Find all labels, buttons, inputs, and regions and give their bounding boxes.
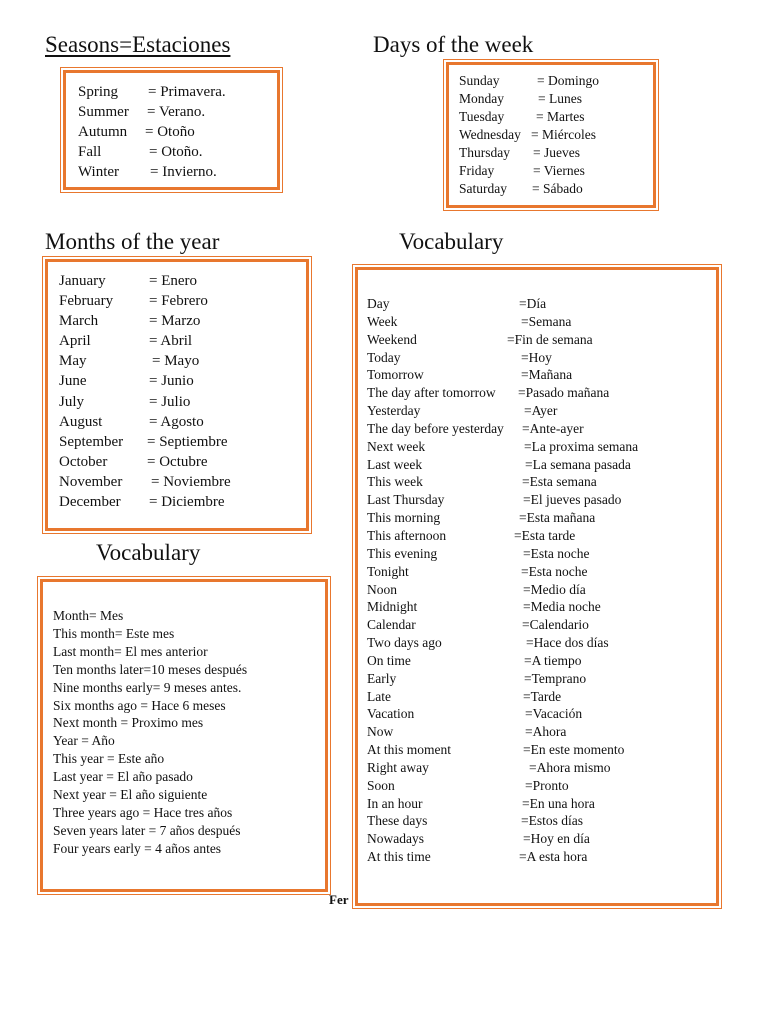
vocab-es: =Esta tarde xyxy=(514,527,576,543)
vocab-es: =Medio día xyxy=(523,581,586,597)
vocab-en: These days xyxy=(367,813,428,829)
vocab-es: =Esta semana xyxy=(522,474,597,490)
list-item: Three years ago = Hace tres años xyxy=(53,804,233,820)
list-item: Six months ago = Hace 6 meses xyxy=(53,697,226,713)
vocab-es: =Temprano xyxy=(524,670,587,686)
vocab-es: =Esta mañana xyxy=(519,510,596,526)
vocab-en: Late xyxy=(367,688,391,704)
vocab-en: The day before yesterday xyxy=(367,420,504,436)
vocab-es: =La proxima semana xyxy=(524,438,639,454)
day-en: Wednesday xyxy=(459,127,521,142)
month-es: = Diciembre xyxy=(149,494,225,511)
day-es: = Lunes xyxy=(538,91,582,106)
vocab-es: =Estos días xyxy=(521,813,583,829)
days-heading: Days of the week xyxy=(373,32,534,57)
month-en: September xyxy=(59,433,124,450)
months-box xyxy=(45,259,309,531)
months-heading: Months of the year xyxy=(45,229,220,254)
vocab-en: Next week xyxy=(367,438,426,454)
vocab-es: =A esta hora xyxy=(519,849,588,865)
vocab-es: =La semana pasada xyxy=(525,456,631,472)
list-item: Year = Año xyxy=(53,733,115,749)
season-es: = Invierno. xyxy=(150,164,217,180)
month-en: February xyxy=(59,293,114,310)
vocab-es: =Calendario xyxy=(522,617,589,633)
season-en: Autumn xyxy=(78,124,128,140)
list-item: This year = Este año xyxy=(53,751,165,767)
month-en: July xyxy=(59,393,85,410)
month-es: = Enero xyxy=(149,273,198,289)
vocab-en: Tonight xyxy=(367,563,409,579)
vocab-es: =Esta noche xyxy=(521,563,588,579)
vocab-en: Day xyxy=(367,296,390,311)
season-es: = Otoño. xyxy=(149,144,203,160)
vocab-en: Weekend xyxy=(367,331,417,347)
month-es: = Mayo xyxy=(152,353,200,370)
vocab-es: =Ahora xyxy=(525,724,567,740)
vocab-en: Soon xyxy=(367,777,395,793)
vocab-en: Early xyxy=(367,670,397,686)
day-en: Thursday xyxy=(459,145,510,160)
vocab-es: =Pasado mañana xyxy=(518,385,610,401)
month-en: April xyxy=(59,333,91,350)
vocab-es: =Mañana xyxy=(521,367,573,383)
vocab-es: =Hace dos días xyxy=(526,635,609,651)
season-es: = Verano. xyxy=(147,104,206,120)
month-en: June xyxy=(59,373,87,390)
month-en: January xyxy=(59,273,106,289)
list-item: Nine months early= 9 meses antes. xyxy=(53,679,242,695)
day-en: Tuesday xyxy=(459,109,505,124)
month-es: = Agosto xyxy=(149,413,204,430)
day-en: Friday xyxy=(459,163,495,178)
day-es: = Domingo xyxy=(537,73,599,88)
list-item: Last year = El año pasado xyxy=(53,769,193,785)
day-es: = Sábado xyxy=(532,181,583,196)
month-es: = Abril xyxy=(149,333,193,350)
season-en: Spring xyxy=(78,84,119,100)
season-es: = Primavera. xyxy=(148,84,226,100)
vocab-en: Yesterday xyxy=(367,403,421,419)
vocab-es: =A tiempo xyxy=(524,652,582,668)
vocab-es: =En este momento xyxy=(523,742,625,758)
vocab-en: Last Thursday xyxy=(367,492,445,508)
month-en: August xyxy=(59,413,103,430)
season-en: Summer xyxy=(78,104,129,120)
vocab-en: Today xyxy=(367,349,401,365)
vocabulary-heading-right: Vocabulary xyxy=(399,229,504,254)
season-es: = Otoño xyxy=(145,124,195,140)
vocab-right-box xyxy=(355,267,719,906)
vocabulary-heading-left: Vocabulary xyxy=(96,540,201,565)
vocab-es: =Ahora mismo xyxy=(529,759,611,775)
vocab-en: This week xyxy=(367,474,423,490)
vocab-en: Tomorrow xyxy=(367,367,424,383)
vocab-en: Week xyxy=(367,313,398,329)
vocab-left-list xyxy=(53,607,247,858)
vocab-en: Two days ago xyxy=(367,635,442,651)
vocab-en: This afternoon xyxy=(367,527,447,543)
vocab-en: Nowadays xyxy=(367,831,424,847)
vocab-en: Right away xyxy=(367,759,429,775)
list-item: Next year = El año siguiente xyxy=(53,787,208,803)
vocab-es: =Media noche xyxy=(523,599,601,615)
season-en: Fall xyxy=(78,144,102,160)
vocab-en: At this time xyxy=(367,849,431,865)
month-en: March xyxy=(59,313,99,330)
vocab-en: Last week xyxy=(367,456,423,472)
seasons-box xyxy=(63,70,280,190)
month-en: December xyxy=(59,494,121,511)
list-item: Last month= El mes anterior xyxy=(53,643,208,659)
month-en: May xyxy=(59,353,87,370)
vocab-es: =Fin de semana xyxy=(507,331,593,347)
vocab-es: =Vacación xyxy=(525,706,583,722)
seasons-heading: Seasons=Estaciones xyxy=(45,32,231,57)
list-item: Ten months later=10 meses después xyxy=(53,661,248,677)
day-es: = Viernes xyxy=(533,163,585,178)
day-es: = Jueves xyxy=(533,145,580,160)
list-item: Four years early = 4 años antes xyxy=(53,840,222,856)
vocab-es: =Ante-ayer xyxy=(522,420,584,436)
vocab-en: On time xyxy=(367,652,411,668)
vocab-es: =El jueves pasado xyxy=(523,492,622,508)
month-en: November xyxy=(59,473,123,490)
vocab-es: =Pronto xyxy=(525,777,569,793)
vocab-es: =Tarde xyxy=(523,688,562,704)
vocab-en: At this moment xyxy=(367,742,451,758)
vocab-en: Calendar xyxy=(367,617,416,633)
season-en: Winter xyxy=(78,164,120,180)
vocab-es: =Ayer xyxy=(524,403,558,419)
vocab-en: In an hour xyxy=(367,795,423,811)
list-item: This month= Este mes xyxy=(53,625,175,641)
month-es: = Febrero xyxy=(149,293,208,310)
vocab-en: Vacation xyxy=(367,706,415,722)
list-item: Next month = Proximo mes xyxy=(53,715,204,731)
day-en: Monday xyxy=(459,91,504,106)
vocab-en: This evening xyxy=(367,545,438,561)
days-box xyxy=(446,62,656,208)
day-es: = Miércoles xyxy=(531,127,596,142)
list-item: Seven years later = 7 años después xyxy=(53,822,241,838)
day-en: Sunday xyxy=(459,73,500,88)
vocab-en: Now xyxy=(367,724,394,740)
day-en: Saturday xyxy=(459,181,507,196)
day-es: = Martes xyxy=(536,109,585,124)
vocab-en: Noon xyxy=(367,581,397,597)
list-item: Month= Mes xyxy=(53,608,124,623)
footer-text-fragment: Fer xyxy=(329,892,349,907)
month-es: = Marzo xyxy=(149,313,201,330)
month-es: = Junio xyxy=(149,373,194,390)
month-es: = Septiembre xyxy=(147,433,228,450)
vocab-en: The day after tomorrow xyxy=(367,385,496,401)
vocab-en: This morning xyxy=(367,510,441,526)
vocab-es: =En una hora xyxy=(522,795,595,811)
vocab-es: =Hoy xyxy=(521,349,552,365)
vocab-es: =Semana xyxy=(521,313,572,329)
vocab-left-box xyxy=(40,579,328,892)
vocab-es: =Esta noche xyxy=(523,545,590,561)
month-en: October xyxy=(59,453,108,470)
vocab-es: =Hoy en día xyxy=(523,831,590,847)
vocab-es: =Día xyxy=(519,296,547,311)
month-es: = Julio xyxy=(149,393,191,410)
month-es: = Octubre xyxy=(147,453,208,470)
month-es: = Noviembre xyxy=(151,473,231,490)
vocab-en: Midnight xyxy=(367,599,418,615)
